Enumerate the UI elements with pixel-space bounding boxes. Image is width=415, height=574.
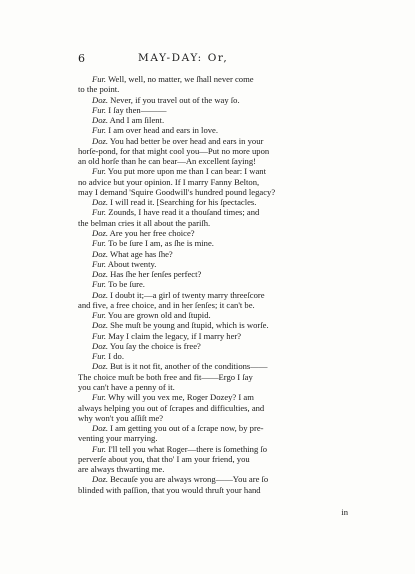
line-text: to the point.	[78, 84, 120, 95]
text-line	[78, 320, 352, 330]
speaker-label: Fur.	[92, 238, 107, 249]
speaker-label: Doz.	[92, 361, 108, 372]
speaker-label: Doz.	[92, 197, 108, 208]
line-text: no advice but your opinion. If I marry Fanny Belton,	[78, 176, 260, 187]
text-line	[78, 105, 352, 115]
text-line	[78, 474, 352, 484]
speaker-label: Doz.	[92, 269, 108, 280]
speaker-label: Fur.	[92, 351, 107, 362]
line-text: You ſay the choice is free?	[108, 340, 201, 351]
line-text: You are grown old and ſtupid.	[106, 310, 211, 321]
line-text: I'll tell you what Roger—there is ſomething ſo	[106, 443, 268, 454]
line-text: And I am ſilent.	[108, 115, 165, 126]
speaker-label: Doz.	[92, 289, 108, 300]
text-line	[78, 351, 352, 361]
text-line	[78, 413, 352, 423]
speaker-label: Fur.	[92, 279, 107, 290]
catchword: in	[341, 507, 348, 517]
speaker-label: Doz.	[92, 94, 108, 105]
text-line	[78, 279, 352, 289]
speaker-label: Fur.	[92, 392, 107, 403]
text-line	[78, 300, 352, 310]
text-line	[78, 84, 352, 94]
line-text: the belman cries it all about the pariſh.	[78, 217, 211, 228]
text-line	[78, 372, 352, 382]
text-line	[78, 454, 352, 464]
line-text: But is it not fit, another of the conditions——	[108, 361, 268, 372]
speaker-label: Fur.	[92, 166, 107, 177]
speaker-label: Fur.	[92, 258, 107, 269]
line-text: are always thwarting me.	[78, 464, 165, 475]
text-line	[78, 238, 352, 248]
line-text: May I claim the legacy, if I marry her?	[106, 330, 242, 341]
speaker-label: Fur.	[92, 125, 107, 136]
speaker-label: Doz.	[92, 227, 108, 238]
speaker-label: Fur.	[92, 330, 107, 341]
line-text: I will read it. [Searching for his ſpectacles.	[108, 197, 257, 208]
speaker-label: Doz.	[92, 248, 108, 259]
text-line	[78, 382, 352, 392]
line-text: The choice muſt be both free and fit——Ergo I ſay	[78, 371, 253, 382]
text-line	[78, 74, 352, 84]
text-line	[78, 444, 352, 454]
speaker-label: Fur.	[92, 104, 107, 115]
text-line	[78, 156, 352, 166]
line-text: She muſt be young and ſtupid, which is worſe.	[108, 320, 269, 331]
speaker-label: Doz.	[92, 320, 108, 331]
speaker-label: Fur.	[92, 310, 107, 321]
speaker-label: Fur.	[92, 207, 107, 218]
text-line	[78, 392, 352, 402]
line-text: About twenty.	[106, 258, 157, 269]
line-text: To be ſure I am, as ſhe is mine.	[106, 238, 214, 249]
text-line	[78, 310, 352, 320]
line-text: I doubt it;—a girl of twenty marry threeſcore	[108, 289, 265, 300]
line-text: To be ſure.	[106, 279, 145, 290]
text-line	[78, 341, 352, 351]
line-text: you can't have a penny of it.	[78, 381, 175, 392]
line-text: You had better be over head and ears in your	[108, 135, 264, 146]
text-line	[78, 433, 352, 443]
text-line	[78, 259, 352, 269]
speaker-label: Doz.	[92, 474, 108, 485]
text-line	[78, 146, 352, 156]
line-text: always helping you out of ſcrapes and difficulties, and	[78, 402, 265, 413]
line-text: Well, well, no matter, we ſhall never come	[106, 74, 254, 84]
line-text: Has ſhe her ſenſes perfect?	[108, 269, 202, 280]
speaker-label: Doz.	[92, 423, 108, 434]
line-text: Never, if you travel out of the way ſo.	[108, 94, 240, 105]
line-text: an old horſe than he can bear—An excellent ſaying!	[78, 156, 257, 167]
line-text: Zounds, I have read it a thouſand times; and	[106, 207, 260, 218]
line-text: venting your marrying.	[78, 433, 158, 444]
line-text: Why will you vex me, Roger Dozey? I am	[106, 392, 254, 403]
speaker-label: Doz.	[92, 340, 108, 351]
line-text: I am getting you out of a ſcrape now, by pre-	[108, 423, 264, 434]
line-text: and five, a free choice, and in her ſenſes; it can't be.	[78, 299, 255, 310]
text-line	[78, 290, 352, 300]
text-line	[78, 187, 352, 197]
text-line	[78, 228, 352, 238]
text-line	[78, 197, 352, 207]
line-text: I do.	[106, 351, 124, 362]
text-line	[78, 269, 352, 279]
speaker-label: Fur.	[92, 74, 107, 84]
text-line	[78, 218, 352, 228]
speaker-label: Doz.	[92, 135, 108, 146]
text-line	[78, 403, 352, 413]
text-line	[78, 331, 352, 341]
text-line	[78, 136, 352, 146]
line-text: horſe-pond, for that might cool you—Put no more upon	[78, 145, 270, 156]
running-title: MAY-DAY: Or,	[138, 52, 229, 64]
speaker-label: Doz.	[92, 115, 108, 126]
line-text: I ſay then———	[106, 104, 167, 115]
text-line	[78, 177, 352, 187]
text-line	[78, 115, 352, 125]
line-text: What age has ſhe?	[108, 248, 173, 259]
text-line	[78, 361, 352, 371]
play-text	[78, 74, 352, 495]
text-line	[78, 485, 352, 495]
text-line	[78, 423, 352, 433]
page-header	[78, 52, 348, 66]
text-line	[78, 249, 352, 259]
line-text: may I demand 'Squire Goodwill's hundred pound legacy?	[78, 186, 276, 197]
text-line	[78, 207, 352, 217]
speaker-label: Fur.	[92, 443, 107, 454]
text-line	[78, 125, 352, 135]
line-text: You put more upon me than I can bear: I want	[106, 166, 266, 177]
line-text: Are you her free choice?	[108, 227, 195, 238]
text-line	[78, 95, 352, 105]
text-line	[78, 166, 352, 176]
line-text: why won't you aſſiſt me?	[78, 412, 164, 423]
line-text: I am over head and ears in love.	[106, 125, 219, 136]
text-line	[78, 464, 352, 474]
line-text: Becauſe you are always wrong——You are ſo	[108, 474, 269, 485]
page-number: 6	[78, 52, 85, 65]
line-text: perverſe about you, that tho' I am your friend, you	[78, 453, 250, 464]
line-text: blinded with paſſion, that you would thruſt your hand	[78, 484, 261, 495]
